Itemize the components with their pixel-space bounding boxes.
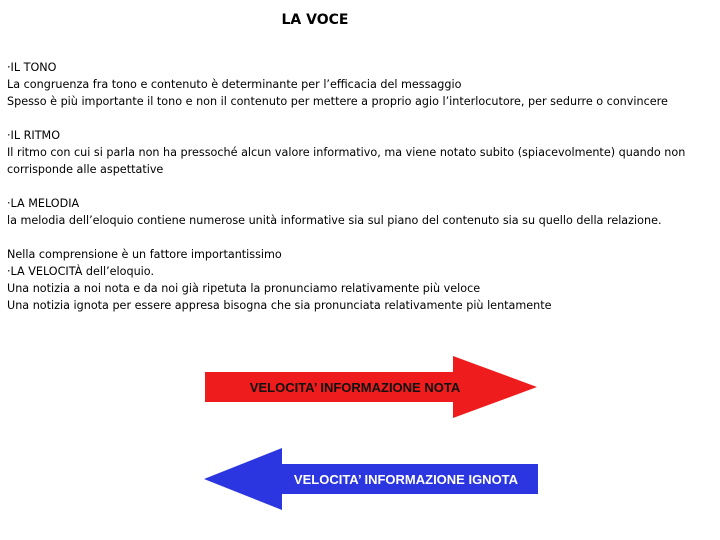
velocita-text-1: Una notizia a noi nota e da noi già ripetuta la pronunciamo relativamente più veloce bbox=[7, 282, 481, 295]
tono-text-1: La congruenza fra tono e contenuto è determinante per l’efficacia del messaggio bbox=[7, 78, 462, 91]
section-heading-melodia: ·LA MELODIA bbox=[7, 197, 80, 210]
velocita-text-2: Una notizia ignota per essere appresa bisogna che sia pronunciata relativamente più lentamente bbox=[7, 299, 552, 312]
section-heading-velocita: ·LA VELOCITÀ dell’eloquio. bbox=[7, 265, 154, 278]
ritmo-text-1: Il ritmo con cui si parla non ha pressoché alcun valore informativo, ma viene notato subito (spiacevolmente) quando non bbox=[7, 146, 686, 159]
section-heading-tono: ·IL TONO bbox=[7, 61, 57, 74]
unknown-info-arrow bbox=[204, 448, 538, 510]
spacer bbox=[7, 229, 713, 246]
tono-text-2: Spesso è più importante il tono e non il contenuto per mettere a proprio agio l’interlocutore, per sedurre o convincere bbox=[7, 95, 668, 108]
velocita-intro: Nella comprensione è un fattore importantissimo bbox=[7, 248, 282, 261]
spacer bbox=[7, 178, 713, 195]
section-heading-ritmo: ·IL RITMO bbox=[7, 129, 61, 142]
known-info-arrow bbox=[205, 356, 537, 418]
spacer bbox=[7, 110, 713, 127]
ritmo-text-2: corrisponde alle aspettative bbox=[7, 163, 164, 176]
unknown-info-arrow-label: VELOCITA’ INFORMAZIONE IGNOTA bbox=[293, 471, 519, 487]
page-title: LA VOCE bbox=[281, 12, 349, 28]
content-body bbox=[7, 59, 713, 314]
melodia-text-1: la melodia dell’eloquio contiene numerose unità informative sia sul piano del contenuto sia su quello della relazione. bbox=[7, 214, 662, 227]
known-info-arrow-label: VELOCITA’ INFORMAZIONE NOTA bbox=[249, 379, 461, 395]
